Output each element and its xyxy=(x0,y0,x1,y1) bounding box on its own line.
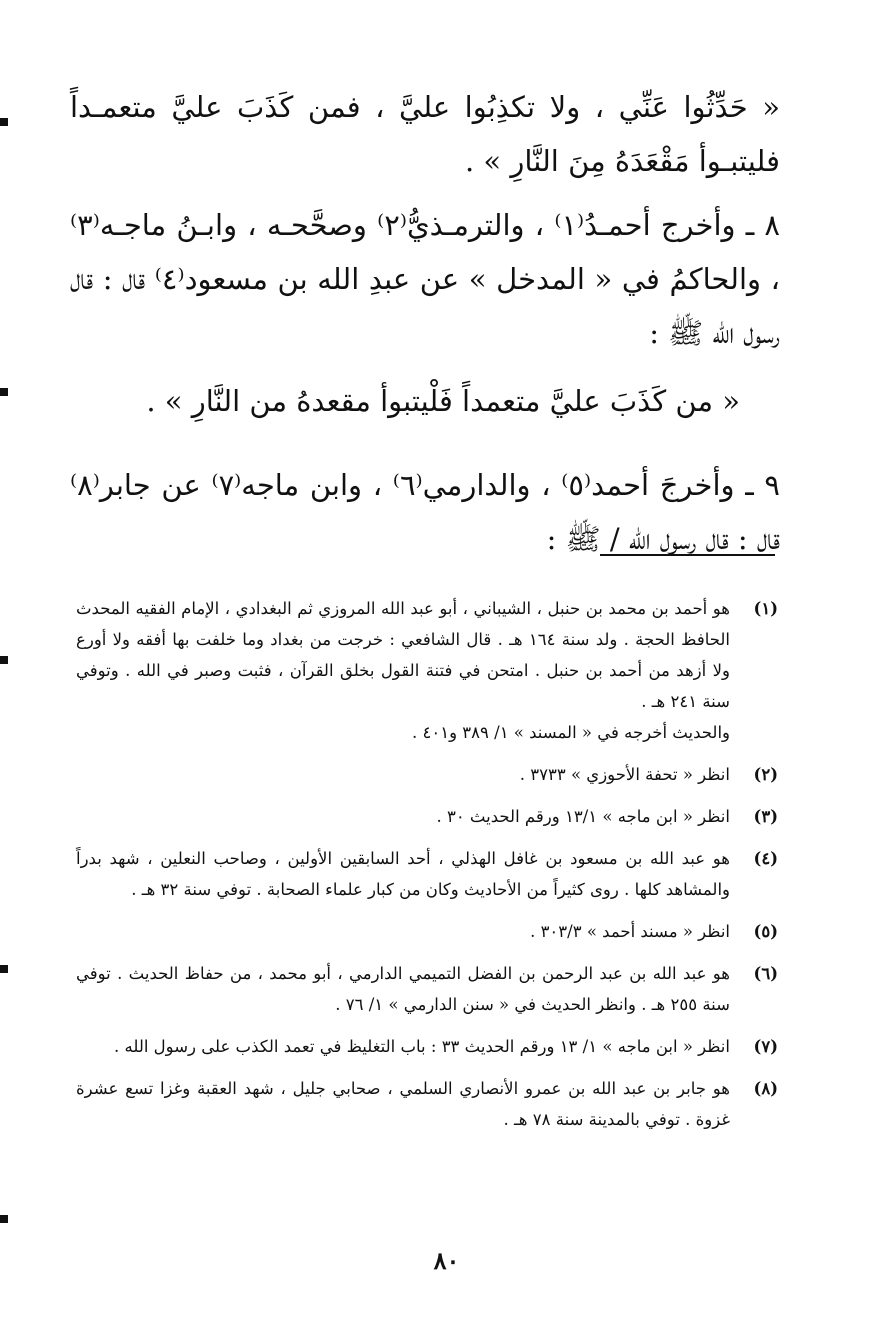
footnote-8 xyxy=(76,1073,778,1135)
footnote-text xyxy=(76,958,730,1020)
hadith-9-intro: ٩ ـ وأخرجَ أحمد⁽٥⁾ ، والدارمي⁽٦⁾ ، وابن ماجه⁽٧⁾ عن جابر⁽٨⁾ قال : قال رسول الله / ﷺ : xyxy=(70,468,780,556)
hadith-7-text: « حَدِّثُوا عَنِّي ، ولا تكذِبُوا عليَّ ، فمن كَذَبَ عليَّ متعمـداً فليتبـوأ مَقْعَدَهُ مِنَ النَّارِ » . xyxy=(70,90,780,178)
footnote-number: (٨) xyxy=(753,1079,778,1098)
footnote-text xyxy=(76,1031,730,1062)
footnote-1 xyxy=(76,593,778,748)
page-number: ٨٠ xyxy=(433,1246,460,1275)
footnote-7 xyxy=(76,1031,778,1062)
footnote-text xyxy=(76,1073,730,1135)
footnote-line: هو جابر بن عبد الله بن عمرو الأنصاري السلمي ، صحابي جليل ، شهد العقبة وغزا تسع عشرة غزوة . توفي بالمدينة سنة ٧٨ هـ . xyxy=(76,1079,730,1129)
hadith-8-text: « من كَذَبَ عليَّ متعمداً فَلْيتبوأ مقعدهُ من النَّارِ » . xyxy=(146,384,740,418)
footnote-3 xyxy=(76,801,778,832)
hadith-8-intro: ٨ ـ وأخرج أحمـدُ⁽١⁾ ، والترمـذيُّ⁽٢⁾ وصحَّحـه ، وابـنُ ماجـه⁽٣⁾ ، والحاكمُ في « المدخل » عن عبدِ الله بن مسعود⁽٤⁾ قال : قال رسول الله ﷺ : xyxy=(70,208,780,350)
footnote-text xyxy=(76,593,730,748)
footnote-line: انظر « تحفة الأحوزي » ٣٧٣٣ . xyxy=(519,765,730,784)
footnote-4 xyxy=(76,843,778,905)
footnote-line: هو عبد الله بن مسعود بن غافل الهذلي ، أحد السابقين الأولين ، وصاحب النعلين ، شهد بدراً والمشاهد كلها . روى كثيراً من الأحاديث وكان من كبار علماء الصحابة . توفي سنة ٣٢ هـ . xyxy=(76,849,730,899)
footnote-number: (٣) xyxy=(753,807,778,826)
footnote-text xyxy=(76,916,730,947)
footnote-text xyxy=(76,759,730,790)
footnote-line: انظر « ابن ماجه » ١٣/١ ورقم الحديث ٣٠ . xyxy=(436,807,730,826)
footnote-text xyxy=(76,843,730,905)
footnote-number: (٥) xyxy=(753,922,778,941)
footnote-number: (٤) xyxy=(753,849,778,868)
footnote-line: والحديث أخرجه في « المسند » ١/ ٣٨٩ و٤٠١ . xyxy=(411,723,730,742)
footnote-2 xyxy=(76,759,778,790)
footnote-line: هو عبد الله بن عبد الرحمن بن الفضل التميمي الدارمي ، أبو محمد ، من حفاظ الحديث . توفي سنة ٢٥٥ هـ . وانظر الحديث في « سنن الدارمي » ١/ ٧٦ . xyxy=(76,964,730,1014)
footnote-line: هو أحمد بن محمد بن حنبل ، الشيباني ، أبو عبد الله المروزي ثم البغدادي ، الإمام الفقيه المحدث الحافظ الحجة . ولد سنة ١٦٤ هـ . قال الشافعي : خرجت من بغداد وما خلفت بها أفقه ولا أورع ولا أزهد من أحمد بن حنبل . امتحن في فتنة القول بخلق القرآن ، فثبت وصبر في الله . وتوفي سنة ٢٤١ هـ . xyxy=(76,599,730,711)
margin-mark xyxy=(0,388,8,396)
footnote-text xyxy=(76,801,730,832)
footnote-number: (٧) xyxy=(753,1037,778,1056)
footnote-number: (٦) xyxy=(753,964,778,983)
margin-mark xyxy=(0,118,8,126)
margin-mark xyxy=(0,965,8,973)
footnote-6 xyxy=(76,958,778,1020)
margin-mark xyxy=(0,1215,8,1223)
footnote-separator xyxy=(600,554,775,556)
footnote-number: (١) xyxy=(753,599,778,618)
footnotes xyxy=(76,593,778,1146)
footnote-line: انظر « ابن ماجه » ١/ ١٣ ورقم الحديث ٣٣ : باب التغليظ في تعمد الكذب على رسول الله . xyxy=(114,1037,730,1056)
main-text xyxy=(70,80,780,566)
footnote-5 xyxy=(76,916,778,947)
footnote-number: (٢) xyxy=(753,765,778,784)
footnote-line: انظر « مسند أحمد » ٣٠٣/٣ . xyxy=(530,922,730,941)
margin-mark xyxy=(0,656,8,664)
